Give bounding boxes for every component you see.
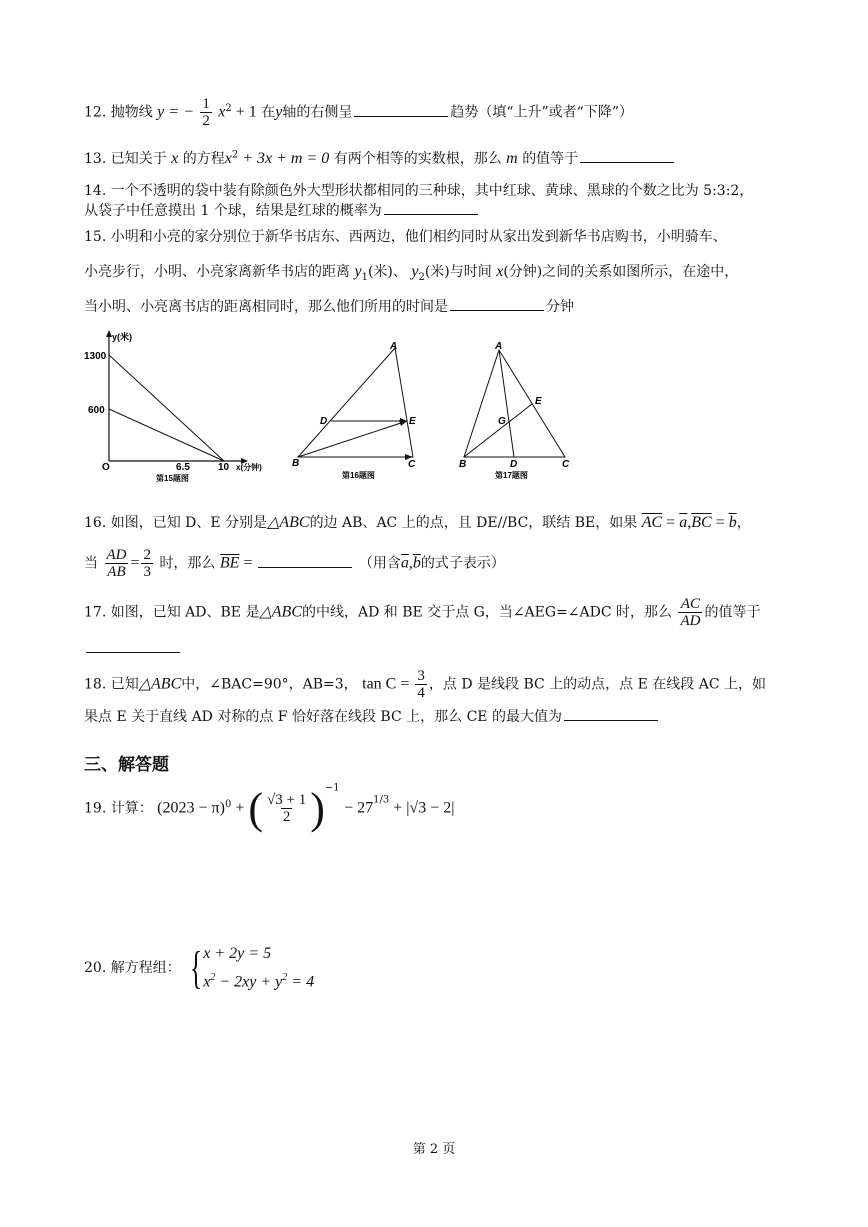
q18-tan: tan C = — [362, 675, 414, 693]
q15-line2b: (分钟)之间的关系如图所示，在途中， — [503, 264, 739, 280]
q13-mid: 的方程 — [182, 151, 225, 167]
q19-frac-den: 2 — [282, 809, 291, 826]
question-19 — [84, 780, 454, 837]
q20-eq2-x: x — [203, 973, 211, 991]
question-15 — [84, 228, 727, 246]
q12-eq: y = − — [157, 103, 194, 121]
fig17-BE — [464, 404, 532, 457]
q16-hint-comma: , — [408, 554, 413, 572]
q19-exp2: 1/3 — [373, 794, 390, 806]
fig17-label-G: G — [498, 416, 506, 427]
q15-line1: 15. 小明和小亮的家分别位于新华书店东、西两边，他们相约同时从家出发到新华书店购书，小明骑车、 — [84, 229, 727, 245]
question-14 — [84, 182, 753, 220]
figure-17 — [459, 341, 570, 480]
q12-sup: 2 — [225, 102, 232, 114]
q16-eq: = — [130, 554, 140, 572]
q20-eq2 — [203, 966, 314, 994]
fig15-ylabel: y(米) — [112, 332, 132, 342]
figure-16 — [292, 341, 416, 480]
q20-eq2-sup2: 2 — [282, 972, 288, 983]
q14-line1: 14. 一个不透明的袋中装有除颜色外大型形状都相同的三种球，其中红球、黄球、黑球的个数之比为 5:3:2， — [84, 183, 754, 199]
fig16-triangle — [298, 348, 413, 457]
q15-line3: 当小明、小亮离书店的距离相同时，那么他们所用的时间是 — [84, 299, 448, 315]
q17-frac — [678, 596, 702, 629]
q15-y1: y — [354, 263, 362, 280]
fig17-label-D: D — [510, 459, 518, 470]
fig17-triangle — [464, 350, 565, 457]
q19-exp: −1 — [324, 782, 340, 794]
q13-after: 有两个相等的实数根，那么 — [333, 151, 502, 167]
q16-frac-ad-ab — [104, 547, 128, 580]
fig17-label-E: E — [535, 396, 542, 407]
q19-frac-num: √3 + 1 — [267, 792, 307, 809]
q15-x: x — [496, 263, 504, 280]
q16-vec-BE: $\overline{BE}$ — [219, 554, 240, 572]
q20-system — [185, 942, 314, 994]
fig15-origin: O — [102, 462, 110, 473]
q18-line1b: 中，∠BAC=90°，AB=3， — [181, 676, 358, 693]
q16-hint2: 的式子表示） — [420, 555, 505, 572]
q20-lines — [203, 942, 314, 994]
q13-sup: 2 — [231, 149, 239, 161]
q16-end: ， — [736, 515, 751, 531]
q13-m: m — [506, 150, 518, 167]
fig16-caption: 第16题图 — [342, 471, 375, 480]
q15-y1-sub: 1 — [361, 271, 368, 283]
q15-line2a: 小亮步行，小明、小亮家离新华书店的距离 — [84, 264, 350, 280]
fig15-line-1 — [109, 355, 224, 461]
q13-eq2: + 3x + m = 0 — [238, 150, 330, 167]
page-number: 第 2 页 — [412, 1142, 456, 1157]
fig15-tick-6.5: 6.5 — [176, 462, 190, 473]
q17-frac-den: AD — [680, 613, 701, 629]
fig15-caption: 第15题图 — [156, 474, 189, 483]
q16-frac2-den: 3 — [143, 564, 151, 580]
question-17 — [84, 596, 760, 629]
q16-shi: 时，那么 — [159, 555, 216, 572]
q17-line1b: 的中线，AD 和 BE 交于点 G，当∠AEG=∠ADC 时，那么 — [302, 604, 673, 621]
question-16 — [84, 513, 751, 534]
figures-row — [84, 328, 594, 484]
question-18 — [84, 668, 766, 701]
q12-x: x — [218, 103, 226, 121]
q16-triangle: △ABC — [267, 514, 310, 531]
q15-tail: 分钟 — [546, 299, 574, 315]
q12-after: 轴的右侧呈 — [282, 104, 353, 121]
q16-vec-BC: $\overline{BC}$ — [691, 514, 712, 531]
q18-frac-den: 4 — [417, 685, 425, 701]
q19-plus: + — [231, 799, 249, 817]
q19-paren-right: ) — [310, 784, 325, 833]
q18-line2: 果点 E 关于直线 AD 对称的点 F 恰好落在线段 BC 上，那么 CE 的最大值为 — [84, 709, 562, 725]
fig15-tick-600: 600 — [88, 405, 105, 416]
fig17-caption: 第17题图 — [495, 471, 528, 480]
q16-line1b: 的边 AB、AC 上的点，且 DE//BC，联结 BE，如果 — [309, 515, 638, 531]
q17-line1: 17. 如图，已知 AD、BE 是 — [84, 604, 260, 621]
fig15-tick-1300: 1300 — [84, 351, 107, 362]
q12-frac-den: 2 — [202, 113, 210, 129]
q18-frac — [415, 668, 427, 701]
q12-y: y — [275, 103, 283, 121]
figure-15 — [84, 330, 262, 483]
q19-frac — [265, 792, 308, 825]
q12-answer-blank[interactable] — [354, 102, 448, 117]
q16-frac-2-3 — [141, 547, 153, 580]
q13-answer-blank[interactable] — [580, 148, 674, 163]
fig17-AD — [499, 350, 514, 457]
q20-brace: { — [190, 942, 203, 994]
q18-line1a: 18. 已知 — [84, 676, 139, 693]
q13-label: 13. 已知关于 — [84, 151, 167, 167]
q16-vec-AC: $\overline{AC}$ — [641, 514, 663, 531]
fig16-label-D: D — [320, 416, 328, 427]
q19-abs: + |√3 − 2| — [389, 799, 455, 817]
q13-eq: x — [224, 150, 232, 167]
question-15-line2 — [84, 262, 738, 284]
q16-dang: 当 — [84, 555, 98, 572]
q16-frac2-num: 2 — [143, 547, 151, 563]
q18-triangle: △ABC — [138, 675, 182, 693]
q12-mid: 在 — [261, 104, 276, 121]
q16-answer-blank[interactable] — [258, 553, 352, 568]
fig15-tick-10: 10 — [218, 462, 230, 473]
q17-answer-blank[interactable] — [86, 638, 180, 653]
q15-unit1: (米)、 — [367, 264, 407, 280]
question-16-line2 — [84, 547, 505, 580]
q16-hint-a: $\overline{a}$ — [400, 554, 409, 572]
q17-triangle: △ABC — [259, 603, 302, 621]
question-15-line3 — [84, 296, 574, 316]
q12-tail: 趋势（填“上升”或者“下降”） — [450, 104, 633, 121]
q18-frac-num: 3 — [417, 668, 425, 684]
q14-line2: 从袋子中任意摸出 1 个球，结果是红球的概率为 — [84, 203, 382, 220]
q20-eq2-end: = 4 — [287, 973, 315, 991]
q15-y2: y — [411, 263, 419, 280]
q18-line1c: ，点 D 是线段 BC 上的动点，点 E 在线段 AC 上，如 — [428, 676, 767, 693]
fig16-label-B: B — [292, 458, 300, 469]
q13-tail: 的值等于 — [522, 151, 579, 167]
q12-label: 12. 抛物线 — [84, 104, 153, 121]
q19-label: 19. 计算： — [84, 800, 153, 817]
q19-term1-exp: 0 — [224, 798, 232, 810]
q20-eq2-mid: − 2xy + y — [215, 973, 283, 991]
question-18-line2 — [84, 706, 660, 726]
q15-answer-blank[interactable] — [450, 296, 544, 311]
question-20 — [84, 942, 314, 994]
q16-frac-den: AB — [107, 564, 126, 580]
section-title: 三、解答题 — [84, 755, 169, 775]
q17-frac-num: AC — [680, 596, 701, 612]
fig16-label-C: C — [408, 459, 416, 470]
q20-label: 20. 解方程组： — [84, 960, 181, 977]
q16-comma: , — [687, 514, 692, 531]
q16-eq2: = — [239, 554, 257, 572]
fig15-xlabel: x(分钟) — [236, 463, 262, 472]
q15-unit2: (米)与时间 — [424, 264, 492, 280]
q19-term1: (2023 − π) — [157, 799, 225, 817]
q20-eq2-sup1: 2 — [210, 972, 216, 983]
q16-hint: （用含 — [358, 555, 401, 572]
q16-frac-num: AD — [106, 547, 127, 563]
fig15-line-2 — [109, 409, 224, 461]
q12-fraction — [200, 96, 212, 129]
q17-tail: 的值等于 — [704, 604, 761, 621]
question-17-blank-line — [84, 638, 182, 658]
q13-x: x — [171, 150, 179, 167]
q18-answer-blank[interactable] — [564, 706, 658, 721]
q19-minus-27: − 27 — [344, 799, 374, 817]
fig16-label-A: A — [390, 341, 398, 352]
q19-paren-left: ( — [248, 784, 263, 833]
q12-plus1: + 1 — [231, 103, 257, 121]
q14-answer-blank[interactable] — [384, 200, 478, 215]
q16-vec-b: $\overline{b}$ — [728, 514, 737, 531]
question-13 — [84, 148, 676, 170]
q16-line1: 16. 如图，已知 D、E 分别是 — [84, 515, 268, 531]
q15-y2-sub: 2 — [418, 271, 425, 283]
fig17-label-C: C — [562, 459, 570, 470]
q20-eq1: x + 2y = 5 — [203, 945, 272, 962]
q16-vec-a: $\overline{a}$ — [679, 514, 688, 531]
q16-eq-b: = — [711, 514, 729, 531]
q12-frac-num: 1 — [202, 96, 210, 112]
q16-eq-a: = — [662, 514, 680, 531]
fig17-label-B: B — [459, 459, 467, 470]
fig16-label-E: E — [409, 416, 416, 427]
question-12 — [84, 96, 633, 129]
fig17-label-A: A — [495, 341, 503, 352]
q16-hint-b: $\overline{b}$ — [412, 554, 421, 572]
